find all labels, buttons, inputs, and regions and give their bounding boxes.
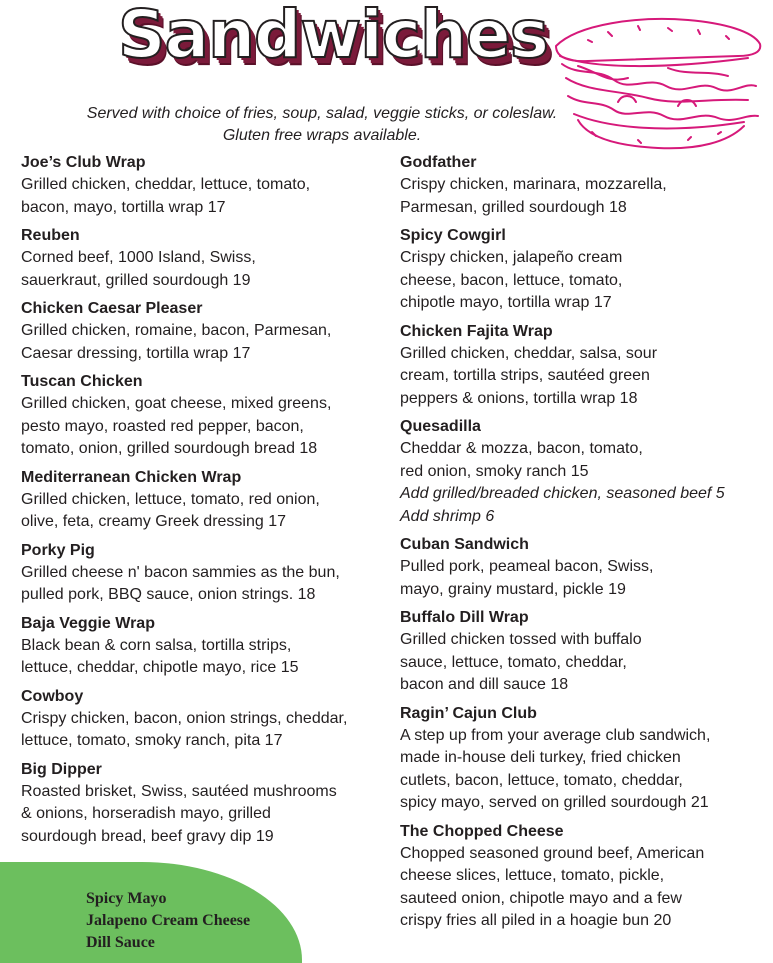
menu-item [21, 759, 381, 849]
menu-item [400, 534, 770, 601]
menu-item-description: Corned beef, 1000 Island, Swiss, sauerkraut, grilled sourdough 19 [21, 249, 256, 289]
menu-item [21, 613, 381, 680]
menu-item-description: Pulled pork, peameal bacon, Swiss, mayo, grainy mustard, pickle 19 [400, 558, 654, 598]
page-title: Sandwiches [118, 0, 549, 73]
menu-item [400, 821, 770, 933]
menu-item-add-on: Add grilled/breaded chicken, seasoned beef 5 Add shrimp 6 [400, 485, 725, 525]
menu-item-name: The Chopped Cheese [400, 822, 564, 840]
menu-item-name: Mediterranean Chicken Wrap [21, 468, 242, 486]
menu-item-description: Crispy chicken, bacon, onion strings, cheddar, lettuce, tomato, smoky ranch, pita 17 [21, 709, 348, 749]
menu-item-description: Crispy chicken, jalapeño cream cheese, bacon, lettuce, tomato, chipotle mayo, tortilla wrap 17 [400, 249, 623, 311]
subtitle [62, 103, 582, 147]
menu-item [400, 152, 770, 219]
menu-item-description: Grilled chicken, lettuce, tomato, red onion, olive, feta, creamy Greek dressing 17 [21, 490, 320, 530]
menu-item-name: Buffalo Dill Wrap [400, 609, 529, 626]
menu-item-description: A step up from your average club sandwich, made in-house deli turkey, fried chicken cutlets, bacon, lettuce, tomato, cheddar, spicy mayo, served on grilled sourdough 21 [400, 726, 711, 811]
menu-item-name: Tuscan Chicken [21, 373, 143, 390]
menu-item-name: Reuben [21, 227, 80, 244]
menu-item-description: Grilled cheese n' bacon sammies as the bun, pulled pork, BBQ sauce, onion strings. 18 [21, 563, 340, 603]
menu-item [21, 540, 381, 607]
menu-item-description: Grilled chicken, romaine, bacon, Parmesan, Caesar dressing, tortilla wrap 17 [21, 322, 332, 362]
menu-item-name: Chicken Fajita Wrap [400, 322, 553, 340]
subtitle-line-2: Gluten free wraps available. [222, 127, 422, 144]
menu-item-name: Chicken Caesar Pleaser [21, 300, 203, 317]
menu-item-name: Joe’s Club Wrap [21, 154, 146, 171]
sauce-list [86, 888, 250, 954]
subtitle-line-1: Served with choice of fries, soup, salad, veggie sticks, or coleslaw. [86, 105, 558, 122]
menu-item-description: Grilled chicken, cheddar, salsa, sour cream, tortilla strips, sautéed green peppers & onions, tortilla wrap 18 [400, 344, 658, 407]
menu-item [400, 416, 770, 528]
menu-item-name: Ragin’ Cajun Club [400, 704, 537, 722]
menu-item [21, 152, 381, 219]
menu-item [21, 686, 381, 753]
menu-item-name: Godfather [400, 154, 477, 171]
menu-item [400, 225, 770, 315]
menu-item [21, 467, 381, 534]
menu-item [400, 607, 770, 697]
menu-item-name: Quesadilla [400, 418, 481, 435]
menu-item-description: Chopped seasoned ground beef, American cheese slices, lettuce, tomato, pickle, sauteed onion, chipotle mayo and a few crispy fries all piled in a hoagie bun 20 [400, 844, 705, 929]
menu-item-name: Porky Pig [21, 541, 95, 559]
menu-item-name: Cuban Sandwich [400, 536, 529, 553]
menu-item-description: Grilled chicken, cheddar, lettuce, tomato, bacon, mayo, tortilla wrap 17 [21, 176, 311, 216]
menu-column-right [400, 152, 770, 939]
menu-item-description: Crispy chicken, marinara, mozzarella, Parmesan, grilled sourdough 18 [400, 176, 667, 216]
sauce-item: Dill Sauce [86, 934, 155, 951]
menu-column-left [21, 152, 381, 854]
menu-item-description: Black bean & corn salsa, tortilla strips, lettuce, cheddar, chipotle mayo, rice 15 [21, 636, 299, 676]
menu-item [21, 298, 381, 365]
sauce-item: Jalapeno Cream Cheese [86, 912, 251, 929]
menu-item [400, 703, 770, 815]
menu-item [21, 225, 381, 292]
sauce-item: Spicy Mayo [86, 890, 167, 907]
menu-item-description: Roasted brisket, Swiss, sautéed mushrooms & onions, horseradish mayo, grilled sourdough bread, beef gravy dip 19 [21, 782, 337, 845]
menu-item-name: Big Dipper [21, 760, 102, 778]
menu-item-name: Spicy Cowgirl [400, 227, 506, 244]
menu-item-name: Cowboy [21, 687, 84, 705]
menu-item-description: Grilled chicken, goat cheese, mixed greens, pesto mayo, roasted red pepper, bacon, tomato, onion, grilled sourdough bread 18 [21, 395, 332, 457]
menu-item [21, 371, 381, 461]
menu-item-name: Baja Veggie Wrap [21, 614, 155, 632]
menu-item [400, 321, 770, 411]
menu-item-description: Grilled chicken tossed with buffalo sauce, lettuce, tomato, cheddar, bacon and dill sauce 18 [400, 631, 642, 693]
menu-item-description: Cheddar & mozza, bacon, tomato, red onion, smoky ranch 15 [400, 440, 643, 480]
